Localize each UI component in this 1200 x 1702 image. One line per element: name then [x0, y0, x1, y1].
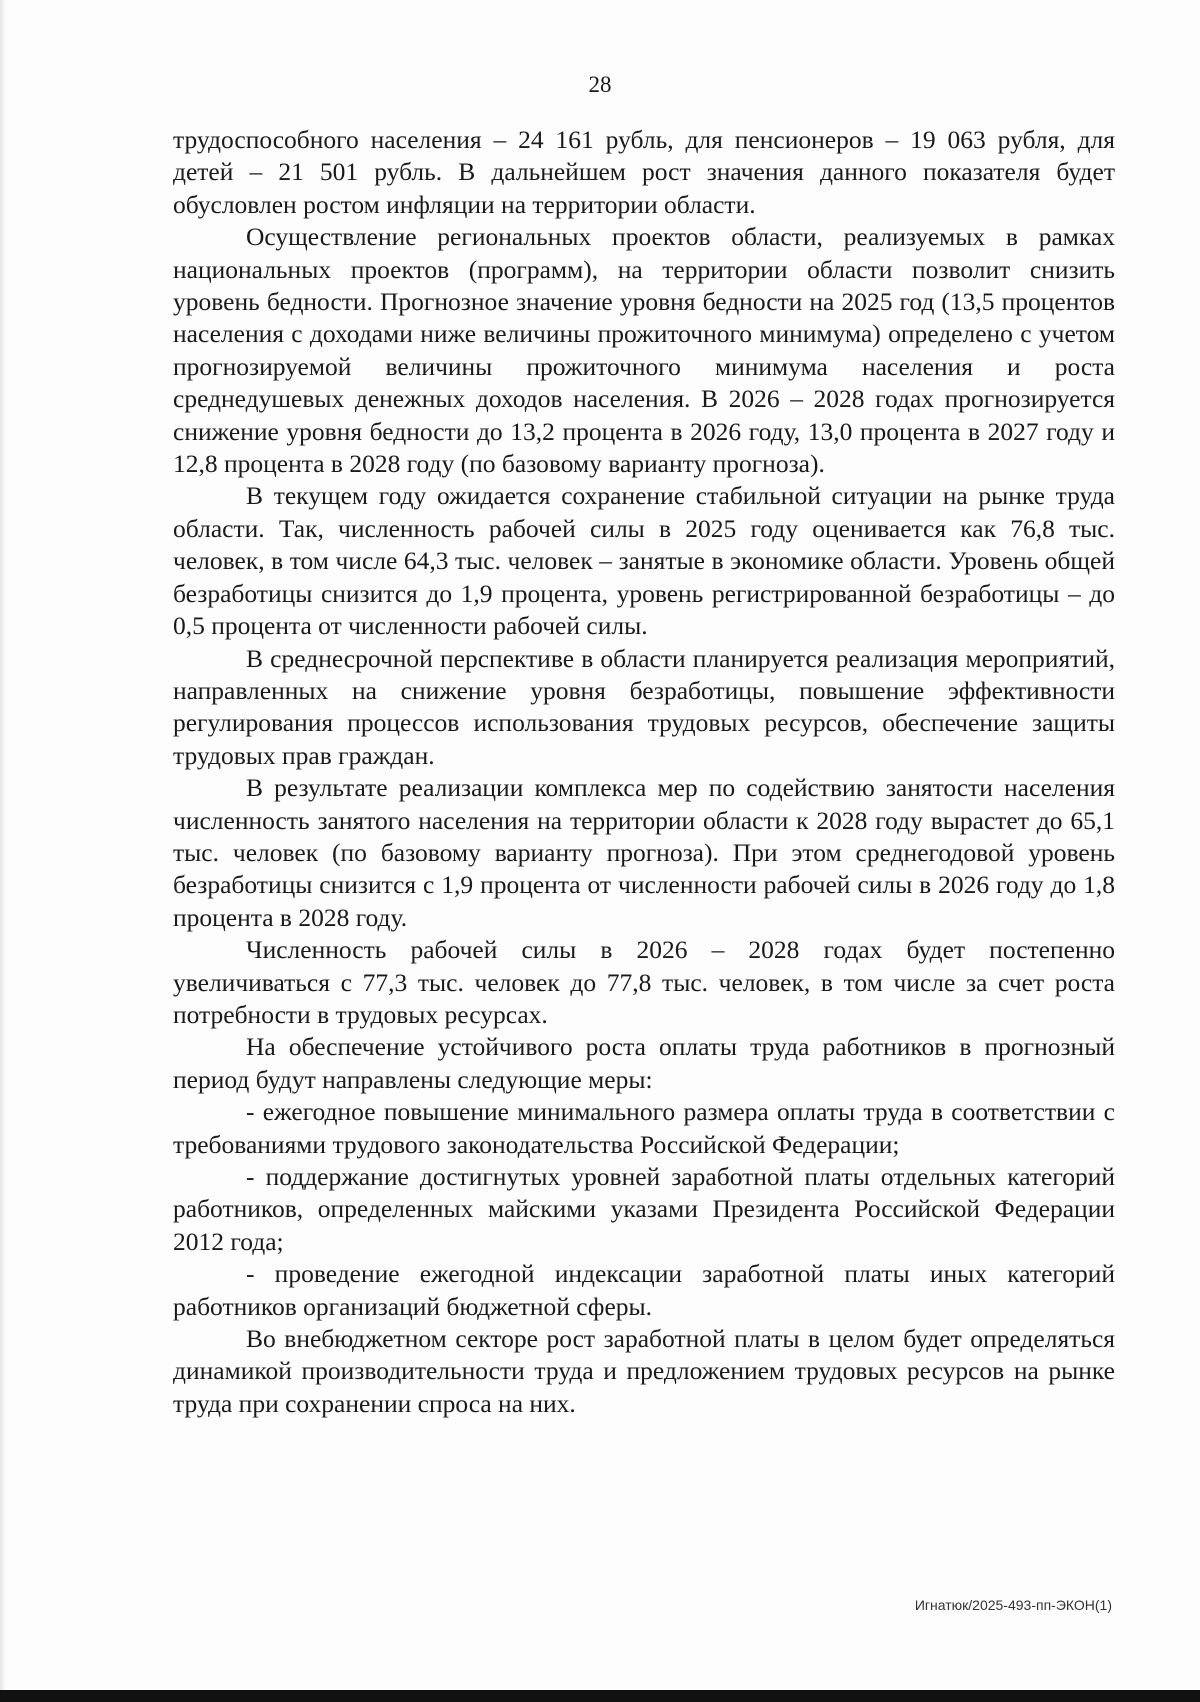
paragraph-6: Численность рабочей силы в 2026 – 2028 годах будет постепенно увеличиваться с 77,3 тыс. человек до 77,8 тыс. человек, в том числе за счет роста потребности в трудовых ресурсах. [173, 935, 1115, 1029]
list-item-2: - поддержание достигнутых уровней заработной платы отдельных категорий работников, определенных майскими указами Президента Российской Федерации 2012 года; [173, 1162, 1115, 1256]
paragraph-1: трудоспособного населения – 24 161 рубль, для пенсионеров – 19 063 рубля, для детей – 21 501 рубль. В дальнейшем рост значения данного показателя будет обусловлен ростом инфляции на территории области. [173, 125, 1115, 219]
paragraph-7: На обеспечение устойчивого роста оплаты труда работников в прогнозный период будут направлены следующие меры: [173, 1032, 1115, 1094]
scan-edge-bottom [0, 1690, 1200, 1702]
paragraph-3: В текущем году ожидается сохранение стабильной ситуации на рынке труда области. Так, численность рабочей силы в 2025 году оценивается как 76,8 тыс. человек, в том числе 64,3 тыс. человек – занятые в экономике области. Уровень общей безработицы снизится до 1,9 процента, уровень регистрированной безработицы – до 0,5 процента от численности рабочей силы. [173, 481, 1115, 641]
document-body [173, 124, 1115, 1420]
paragraph-8: Во внебюджетном секторе рост заработной платы в целом будет определяться динамикой производительности труда и предложением трудовых ресурсов на рынке труда при сохранении спроса на них. [173, 1324, 1115, 1418]
page-number: 28 [588, 72, 612, 97]
list-item-1: - ежегодное повышение минимального размера оплаты труда в соответствии с требованиями трудового законодательства Российской Федерации; [173, 1097, 1115, 1159]
paragraph-4: В среднесрочной перспективе в области планируется реализация мероприятий, направленных на снижение уровня безработицы, повышение эффективности регулирования процессов использования трудовых ресурсов, обеспечение защиты трудовых прав граждан. [173, 643, 1115, 770]
scan-edge-left [0, 0, 6, 1702]
footer-reference: Игнатюк/2025-493-пп-ЭКОН(1) [914, 1597, 1112, 1613]
list-item-3: - проведение ежегодной индексации заработной платы иных категорий работников организаций бюджетной сферы. [173, 1259, 1115, 1321]
paragraph-5: В результате реализации комплекса мер по содействию занятости населения численность занятого населения на территории области к 2028 году вырастет до 65,1 тыс. человек (по базовому варианту прогноза). При этом среднегодовой уровень безработицы снизится с 1,9 процента от численности рабочей силы в 2026 году до 1,8 процента в 2028 году. [173, 773, 1115, 932]
paragraph-2: Осуществление региональных проектов области, реализуемых в рамках национальных проектов (программ), на территории области позволит снизить уровень бедности. Прогнозное значение уровня бедности на 2025 год (13,5 процентов населения с доходами ниже величины прожиточного минимума) определено с учетом прогнозируемой величины прожиточного минимума населения и роста среднедушевых денежных доходов населения. В 2026 – 2028 годах прогнозируется снижение уровня бедности до 13,2 процента в 2026 году, 13,0 процента в 2027 году и 12,8 процента в 2028 году (по базовому варианту прогноза). [173, 222, 1115, 479]
